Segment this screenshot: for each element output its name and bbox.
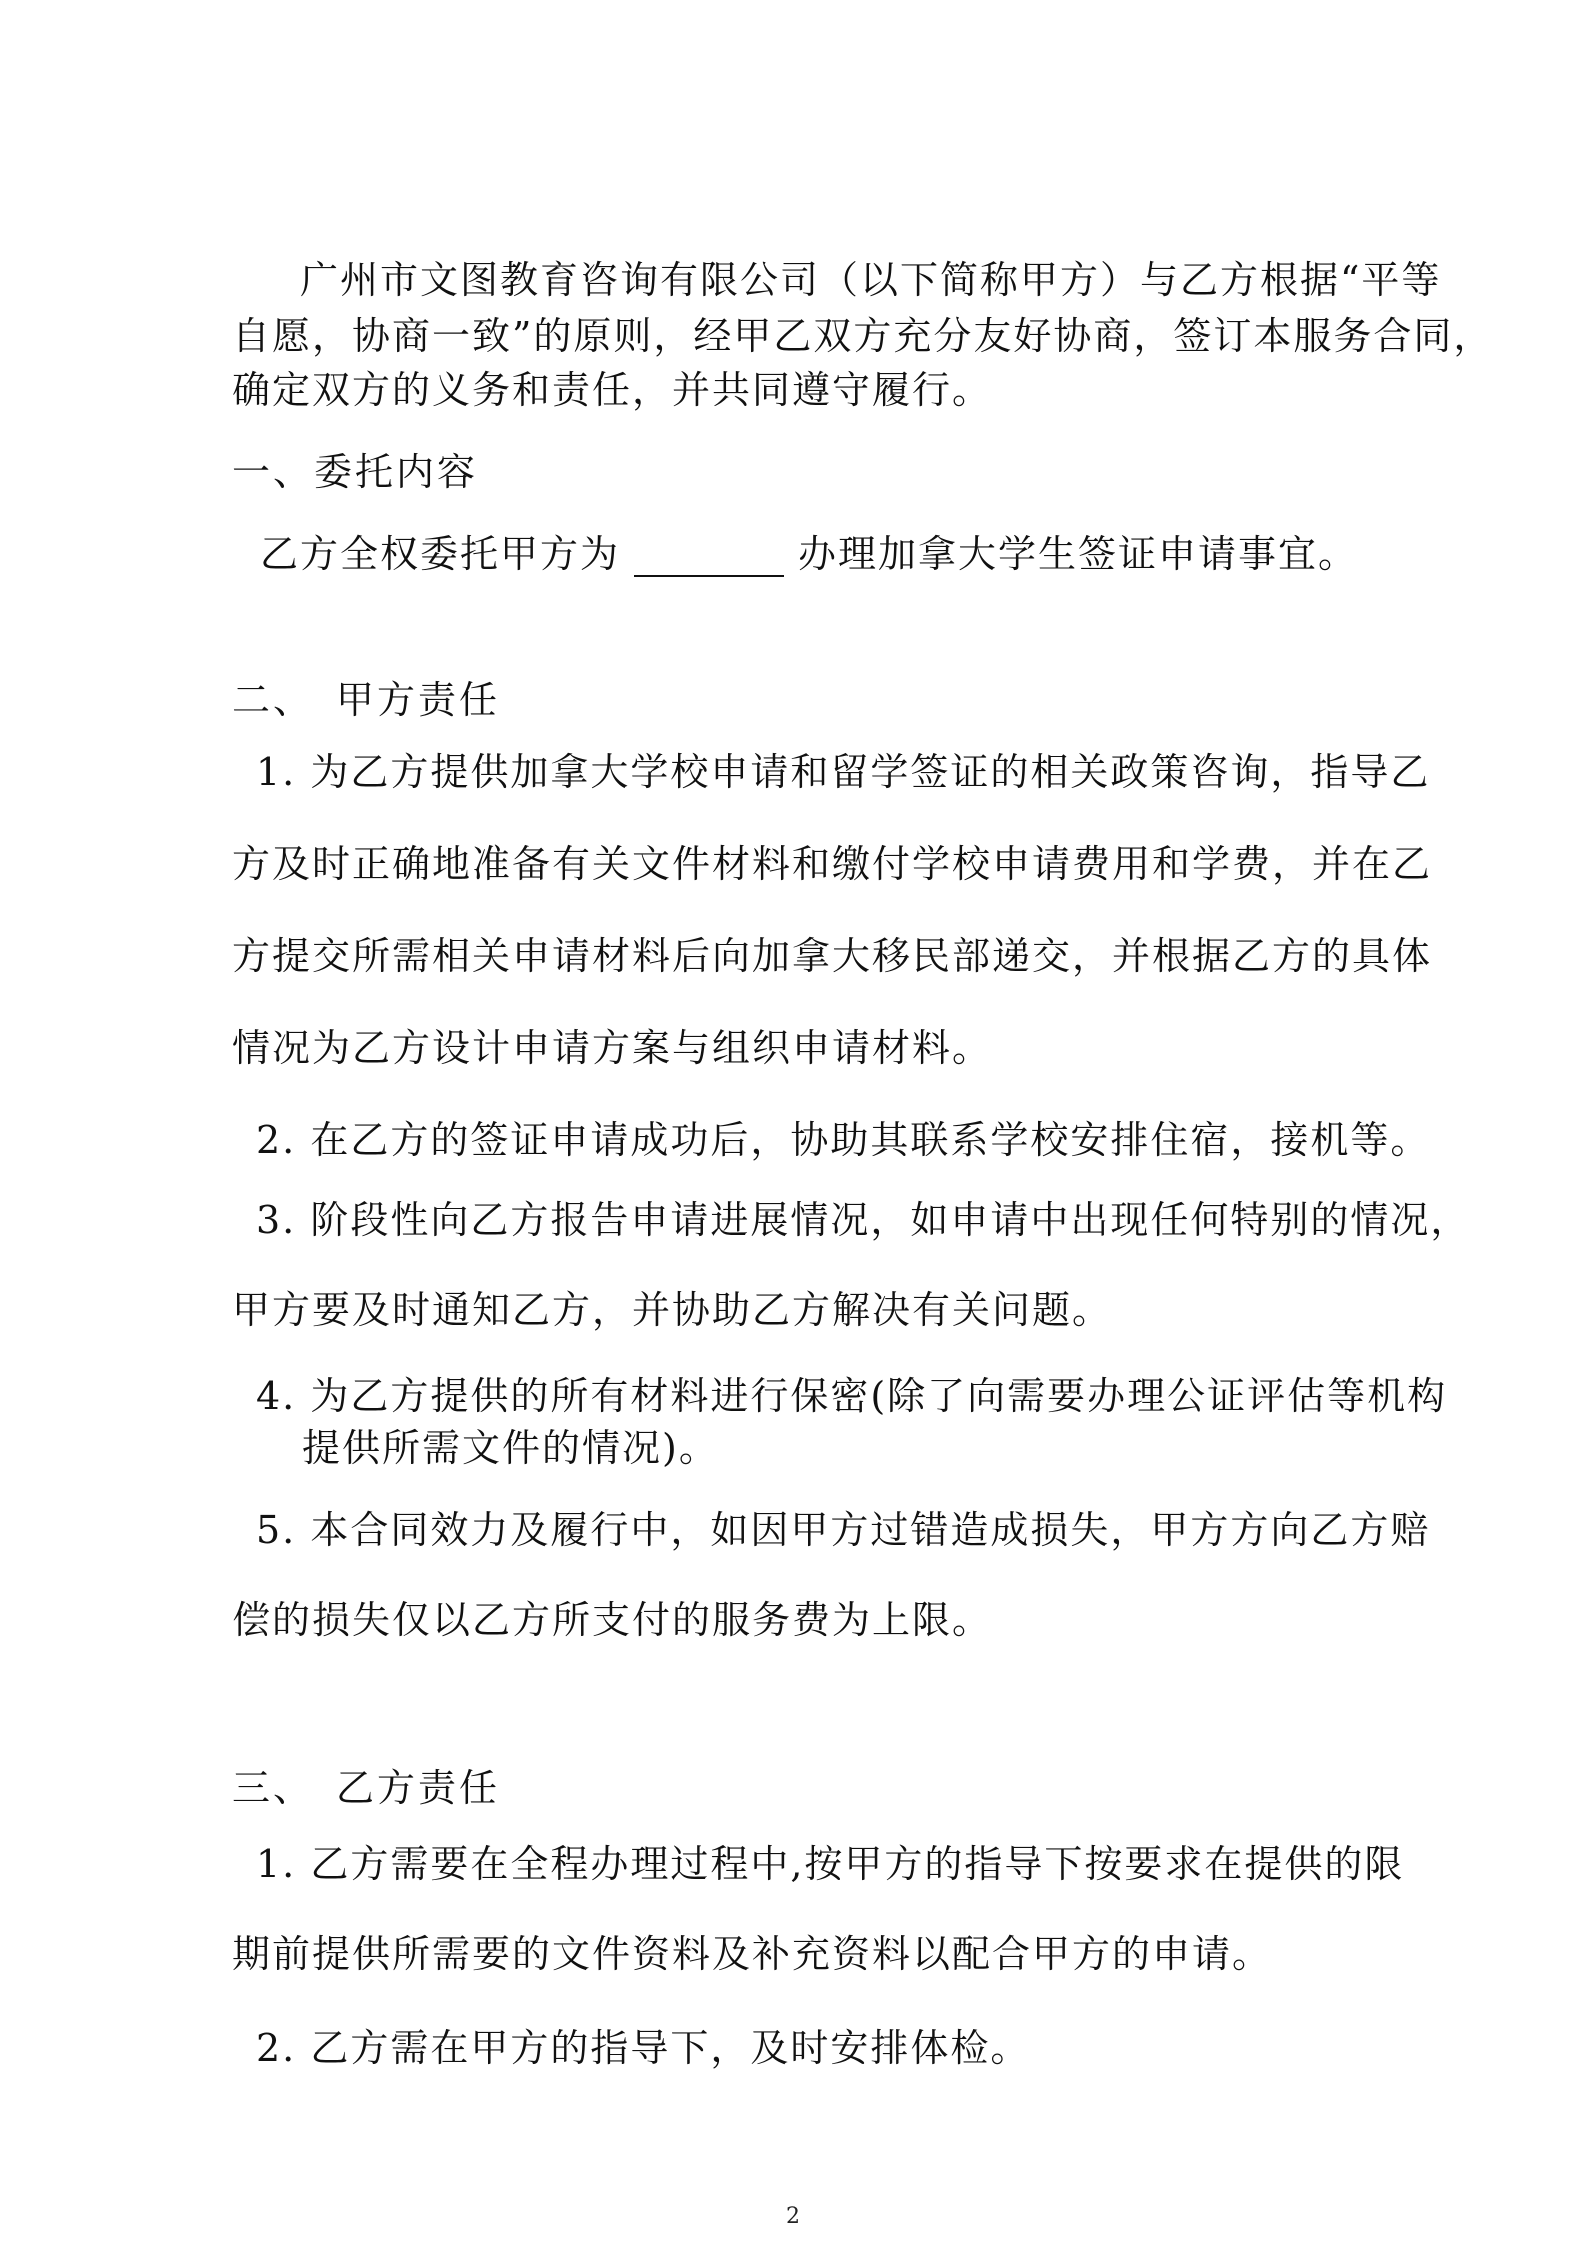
intro-line: 确定双方的义务和责任，并共同遵守履行。: [232, 368, 993, 412]
item-line: 1. 乙方需要在全程办理过程中,按甲方的指导下按要求在提供的限: [256, 1842, 1405, 1886]
section-1-heading: 一、委托内容: [232, 450, 479, 494]
item-line: 方提交所需相关申请材料后向加拿大移民部递交，并根据乙方的具体: [232, 934, 1433, 978]
item-line: 提供所需文件的情况)。: [302, 1426, 719, 1470]
item-line: 情况为乙方设计申请方案与组织申请材料。: [232, 1026, 993, 1070]
fill-in-blank: [634, 539, 784, 577]
section-2-item-2: 2. 在乙方的签证申请成功后，协助其联系学校安排住宿，接机等。: [256, 1118, 1431, 1162]
page-number: 2: [786, 2204, 800, 2229]
section-3-heading: 三、 乙方责任: [232, 1766, 501, 1810]
intro-line: 自愿，协商一致”的原则，经甲乙双方充分友好协商，签订本服务合同，: [232, 314, 1494, 358]
item-line: 方及时正确地准备有关文件材料和缴付学校申请费用和学费，并在乙: [232, 842, 1433, 886]
section-1-text-after: 办理加拿大学生签证申请事宜。: [798, 532, 1359, 576]
intro-line: 广州市文图教育咨询有限公司（以下简称甲方）与乙方根据“平等: [300, 258, 1442, 302]
item-line: 4. 为乙方提供的所有材料进行保密(除了向需要办理公证评估等机构: [256, 1374, 1448, 1418]
item-line: 3. 阶段性向乙方报告申请进展情况，如申请中出现任何特别的情况，: [256, 1198, 1471, 1242]
item-line: 5. 本合同效力及履行中，如因甲方过错造成损失，甲方方向乙方赔: [256, 1508, 1431, 1552]
item-line: 期前提供所需要的文件资料及补充资料以配合甲方的申请。: [232, 1932, 1273, 1976]
item-line: 偿的损失仅以乙方所支付的服务费为上限。: [232, 1598, 993, 1642]
section-3-item-2: 2. 乙方需在甲方的指导下，及时安排体检。: [256, 2026, 1031, 2070]
item-line: 1. 为乙方提供加拿大学校申请和留学签证的相关政策咨询，指导乙: [256, 750, 1431, 794]
section-1-body: [260, 530, 1358, 578]
section-2-heading: 二、 甲方责任: [232, 678, 501, 722]
section-1-text-before: 乙方全权委托甲方为: [260, 532, 621, 576]
item-line: 甲方要及时通知乙方，并协助乙方解决有关问题。: [232, 1288, 1113, 1332]
